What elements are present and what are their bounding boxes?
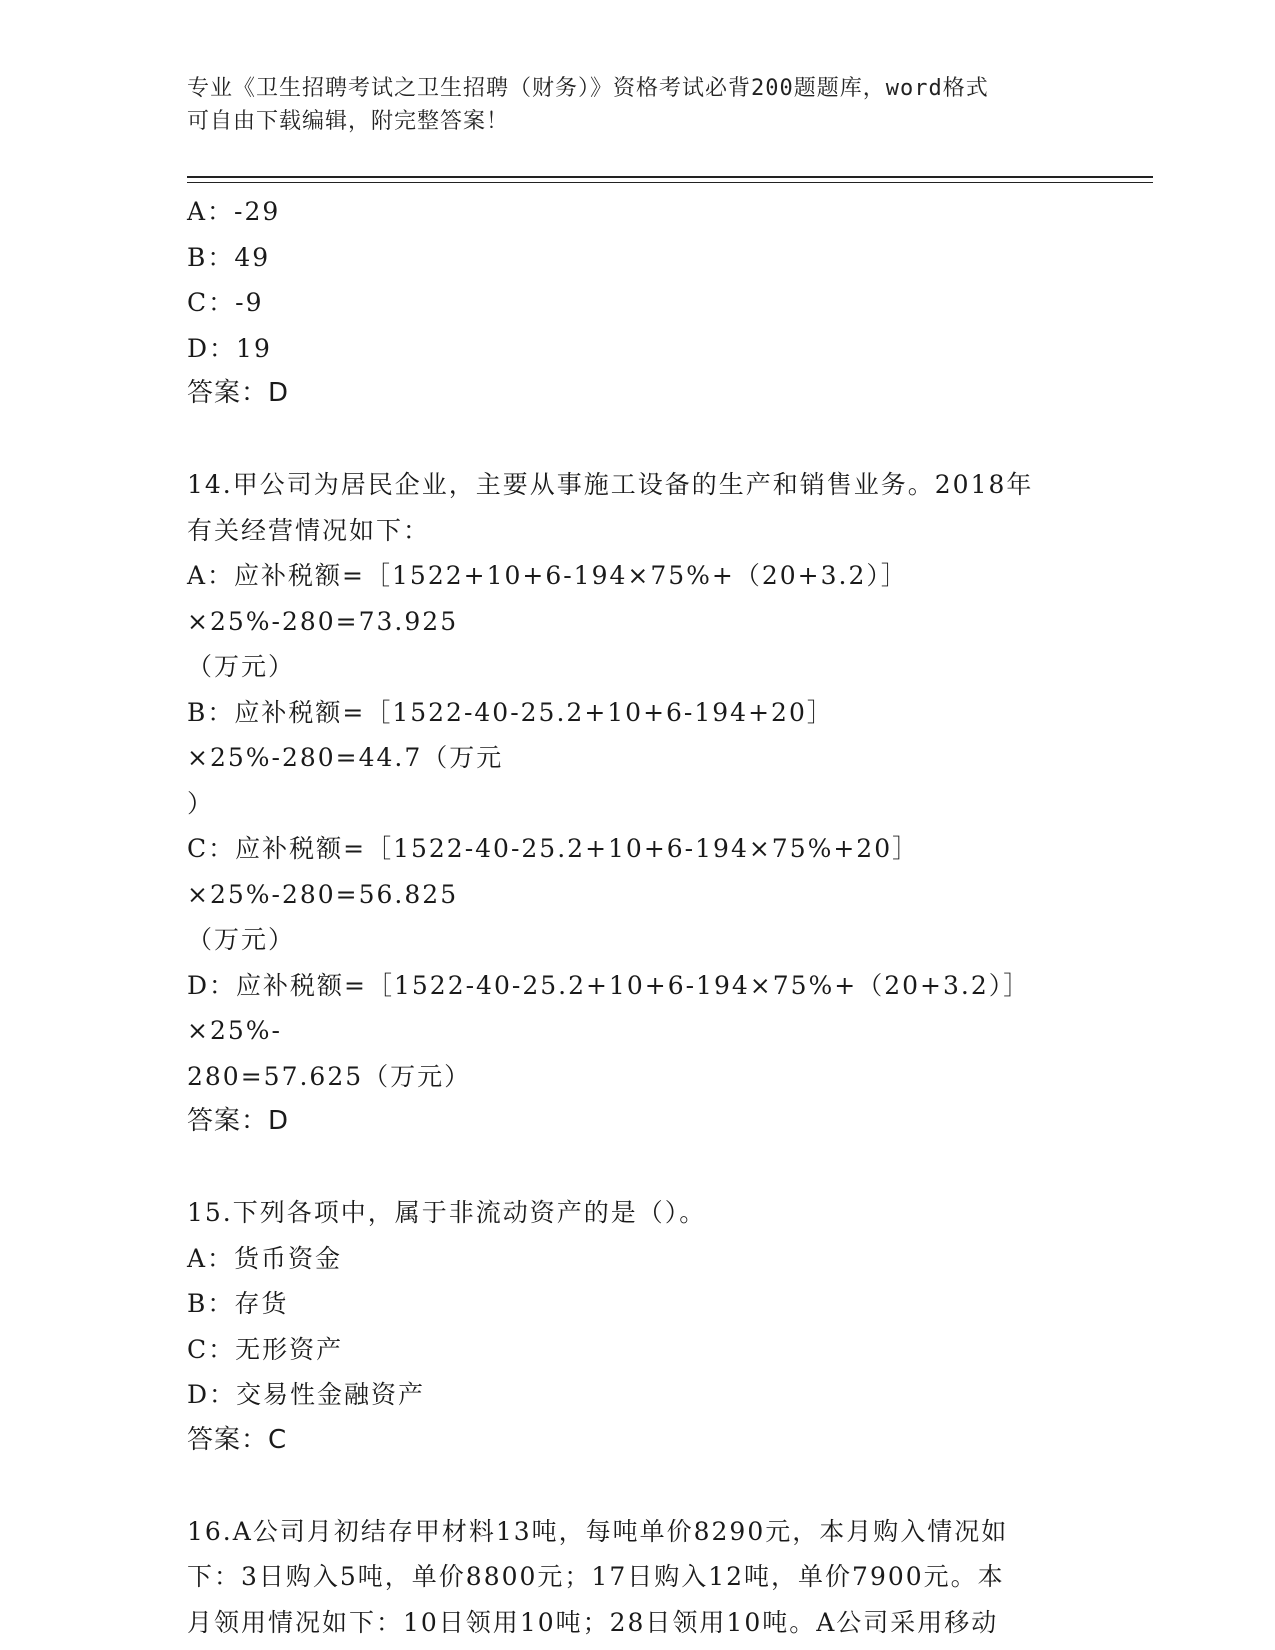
- q14-stem-line-1: 14.甲公司为居民企业，主要从事施工设备的生产和销售业务。2018年: [187, 470, 1034, 499]
- q15-option-d: D：交易性金融资产: [187, 1380, 426, 1409]
- q14-option-b-cont: ）: [187, 788, 215, 818]
- q13-answer: 答案：D: [187, 378, 290, 408]
- q15-option-a: A：货币资金: [187, 1243, 343, 1273]
- question-14-block: [187, 462, 1067, 1145]
- q16-stem-line-3: 月领用情况如下：10日领用10吨；28日领用10吨。A公司采用移动: [187, 1607, 999, 1637]
- question-16-block: [187, 1509, 1067, 1646]
- q13-option-b: B：49: [187, 242, 271, 272]
- header-divider-thin: [187, 182, 1153, 183]
- q14-option-a: A：应补税额=［1522+10+6-194×75%+（20+3.2）］×25%-280=73.925: [187, 561, 908, 636]
- q14-answer: 答案：D: [187, 1106, 290, 1136]
- spacer: [187, 1463, 1067, 1509]
- question-15-block: [187, 1190, 1067, 1463]
- q14-option-b: B：应补税额=［1522-40-25.2+10+6-194+20］×25%-280=44.7（万元: [187, 697, 834, 772]
- q15-stem: 15.下列各项中，属于非流动资产的是（）。: [187, 1198, 707, 1227]
- header-title-line-2: 可自由下载编辑，附完整答案！: [187, 109, 510, 134]
- spacer: [187, 1145, 1067, 1191]
- q16-stem-line-2: 下：3日购入5吨，单价8800元；17日购入12吨，单价7900元。本: [187, 1562, 1005, 1591]
- document-body: [187, 189, 1067, 1645]
- q16-stem-line-1: 16.A公司月初结存甲材料13吨，每吨单价8290元，本月购入情况如: [187, 1516, 1009, 1546]
- q14-option-c: C：应补税额=［1522-40-25.2+10+6-194×75%+20］×25%-280=56.825: [187, 834, 920, 909]
- q15-option-b: B：存货: [187, 1289, 289, 1318]
- spacer: [187, 417, 1067, 463]
- q14-option-c-cont: （万元）: [187, 925, 296, 954]
- q14-option-d: D：应补税额=［1522-40-25.2+10+6-194×75%+（20+3.2）］×25%-: [187, 970, 1031, 1045]
- q13-option-d: D：19: [187, 333, 272, 363]
- question-13-block: [187, 189, 1067, 417]
- q14-stem-line-2: 有关经营情况如下：: [187, 515, 431, 545]
- header-divider-thick: [187, 176, 1153, 178]
- q13-option-c: C：-9: [187, 288, 264, 317]
- header-title-line-1: 专业《卫生招聘考试之卫生招聘（财务）》资格考试必背200题题库，word格式: [187, 76, 989, 101]
- q14-option-a-cont: （万元）: [187, 652, 296, 681]
- q15-answer: 答案：C: [187, 1424, 288, 1455]
- document-header: [187, 72, 1067, 138]
- q14-option-d-cont: 280=57.625（万元）: [187, 1061, 472, 1091]
- q15-option-c: C：无形资产: [187, 1334, 344, 1364]
- q13-option-a: A：-29: [187, 197, 281, 226]
